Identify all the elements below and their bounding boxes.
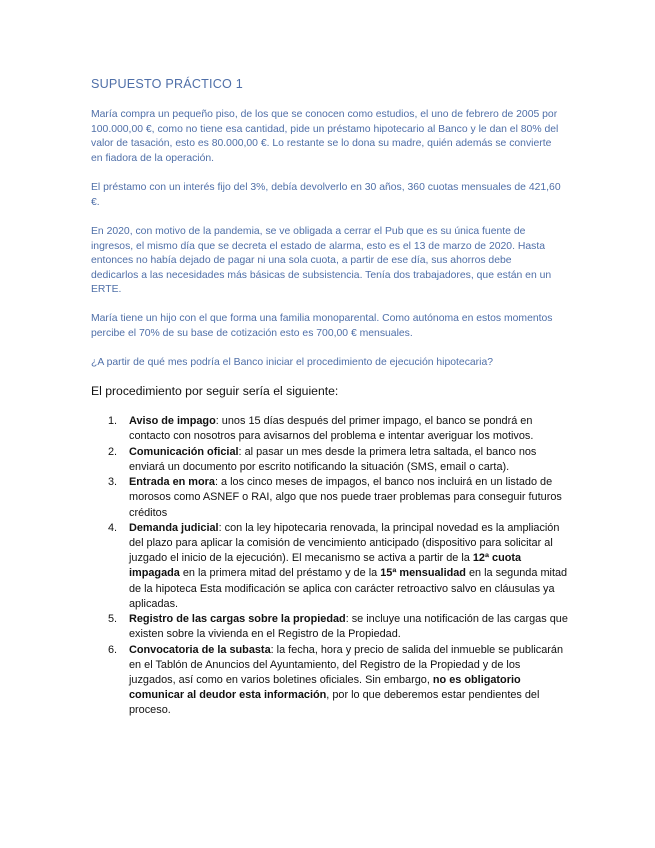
procedure-intro: El procedimiento por seguir sería el siguiente: (91, 384, 339, 398)
step-number: 6. (108, 643, 118, 656)
step-text: : se incluye una notificación de las cargas que existen sobre la vivienda en el Registro de la Propiedad. (129, 613, 568, 641)
step-item (108, 414, 568, 444)
step-heading: Demanda judicial (129, 522, 219, 535)
step-heading: Convocatoria de la subasta (129, 643, 271, 656)
paragraph-question: ¿A partir de qué mes podría el Banco iniciar el procedimiento de ejecución hipotecaria? (91, 357, 494, 368)
step-number: 5. (108, 613, 118, 626)
step-text: : unos 15 días después del primer impago, el banco se pondrá en contacto con nosotros para avisarnos del problema e intentar averiguar los motivos. (129, 415, 534, 443)
step-heading: Registro de las cargas sobre la propiedad (129, 613, 346, 626)
step-number: 3. (108, 476, 118, 489)
step-text: : al pasar un mes desde la primera letra saltada, el banco nos enviará un documento por escrito notificando la situación (SMS, email o carta). (129, 445, 537, 473)
step-emphasis: 15ª mensualidad (380, 567, 466, 580)
step-text: : con la ley hipotecaria renovada, la principal novedad es la ampliación del plazo para aplicar la comisión de vencimiento anticipado (dispositivo para solicitar al juzgado el inicio de la ejecución). El mecanismo se activa a partir de la (129, 522, 560, 565)
step-item (108, 612, 568, 642)
step-text: : a los cinco meses de impagos, el banco nos incluirá en un listado de morosos como ASNEF o RAI, algo que nos puede traer problemas para conseguir futuros créditos (129, 476, 562, 519)
paragraph-loan-terms: El préstamo con un interés fijo del 3%, debía devolverlo en 30 años, 360 cuotas mensuales de 421,60 €. (91, 182, 561, 208)
step-text: en la primera mitad del préstamo y de la (179, 567, 381, 580)
paragraph-purchase: María compra un pequeño piso, de los que se conocen como estudios, el uno de febrero de 2005 por 100.000,00 €, como no tiene esa cantidad, pide un préstamo hipotecario al Banco y le dan el 80% del valor de tasación, esto es 80.000,00 €. Lo restante se lo dona su madre, quién además se convierte en fiadora de la operación. (91, 109, 559, 164)
step-text: , por lo que deberemos estar pendientes del proceso. (129, 689, 540, 717)
step-item (108, 643, 568, 718)
step-text: en la segunda mitad de la hipoteca Esta modificación se aplica con carácter retroactivo salvo en cláusulas ya aplicadas. (129, 567, 568, 610)
paragraph-family: María tiene un hijo con el que forma una familia monoparental. Como autónoma en estos momentos percibe el 70% de su base de cotización esto es 700,00 € mensuales. (91, 313, 553, 339)
procedure-steps-list (108, 414, 568, 719)
step-number: 1. (108, 415, 118, 427)
step-item (108, 475, 568, 520)
step-item (108, 521, 568, 612)
step-emphasis: 12ª cuota impagada (129, 552, 522, 580)
step-heading: Entrada en mora (129, 476, 215, 489)
document-title: SUPUESTO PRÁCTICO 1 (91, 77, 243, 91)
step-heading: Comunicación oficial (129, 445, 239, 458)
step-number: 4. (108, 522, 118, 535)
step-heading: Aviso de impago (129, 415, 216, 427)
paragraph-pandemic: En 2020, con motivo de la pandemia, se ve obligada a cerrar el Pub que es su única fuente de ingresos, el mismo día que se decreta el estado de alarma, esto es el 13 de marzo de 2020. Hasta entonces no había dejado de pagar ni una sola cuota, a partir de ese día, sus ahorros debe dedicarlos a las necesidades más básicas de subsistencia. Tenía dos trabajadores, que están en un ERTE. (91, 226, 552, 296)
step-number: 2. (108, 445, 118, 458)
step-emphasis: no es obligatorio comunicar al deudor esta información (129, 674, 521, 702)
step-item (108, 445, 568, 475)
step-text: : la fecha, hora y precio de salida del inmueble se publicarán en el Tablón de Anuncios del Ayuntamiento, del Registro de la Propiedad y de los juzgados, así como en varios boletines oficiales. Sin embargo, (129, 643, 564, 687)
